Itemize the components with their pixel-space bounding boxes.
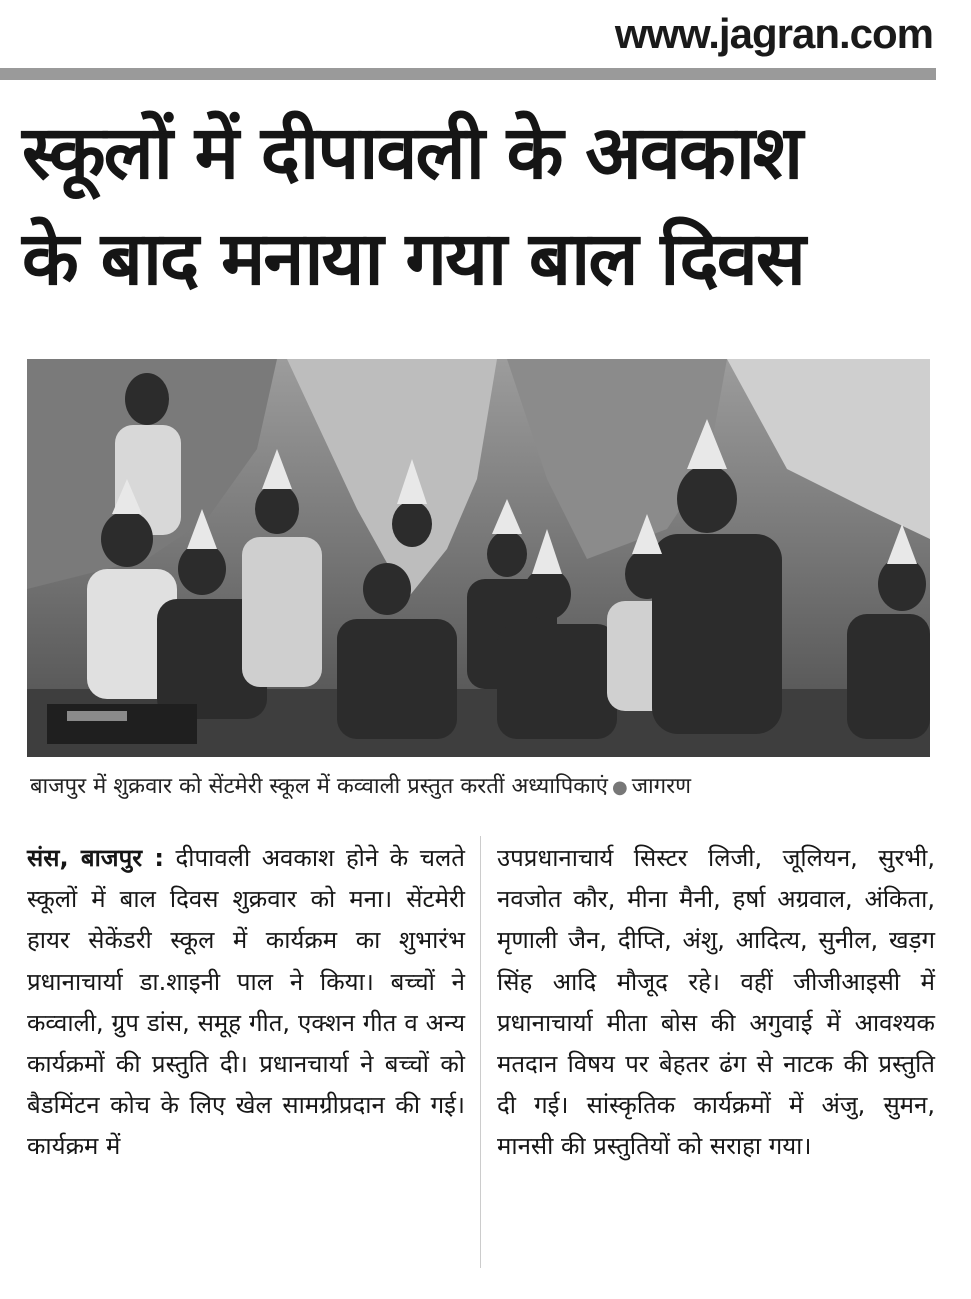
body-right-text: उपप्रधानाचार्य सिस्टर लिजी, जूलियन, सुरभी, नवजोत कौर, मीना मैनी, हर्षा अग्रवाल, अंकिता, मृणाली जैन, दीप्ति, अंशु, आदित्य, सुनील, खड़ग सिंह आदि मौजूद रहे। वहीं जीजीआइसी में प्रधानाचार्या मीता बोस की अगुवाई में आवश्यक मतदान विषय पर बेहतर ढंग से नाटक की प्रस्तुति दी गई। सांस्कृतिक कार्यक्रमों में अंजु, सुमन, मानसी की प्रस्तुतियों को सराहा गया। (497, 844, 935, 1161)
site-url: www.jagran.com (614, 10, 933, 57)
headline-line-1: स्कूलों में दीपावली के अवकाश (22, 110, 802, 196)
photo-credit: जागरण (631, 774, 691, 799)
article-body-left (27, 838, 465, 1168)
photo-caption (30, 770, 930, 800)
article-body-right (497, 838, 935, 1168)
caption-text: बाजपुर में शुक्रवार को सेंटमेरी स्कूल में कव्वाली प्रस्तुत करतीं अध्यापिकाएं (30, 774, 608, 799)
dateline: संस, बाजपुर : (27, 844, 164, 872)
body-left-text: दीपावली अवकाश होने के चलते स्कूलों में बाल दिवस शुक्रवार को मना। सेंटमेरी हायर सेकेंडरी स्कूल में कार्यक्रम का शुभारंभ प्रधानाचार्या डा.शाइनी पाल ने किया। बच्चों ने कव्वाली, ग्रुप डांस, समूह गीत, एक्शन गीत व अन्य कार्यक्रमों की प्रस्तुति दी। प्रधानचार्या ने बच्चों को बैडमिंटन कोच के लिए खेल सामग्रीप्रदान की गई। कार्यक्रम में (27, 844, 465, 1161)
headline-line-2: के बाद मनाया गया बाल दिवस (22, 216, 804, 302)
header-rule (0, 68, 936, 80)
bullet-icon: ● (611, 777, 628, 798)
column-divider (480, 836, 481, 1268)
article-photo (27, 359, 930, 757)
headline (22, 100, 937, 312)
